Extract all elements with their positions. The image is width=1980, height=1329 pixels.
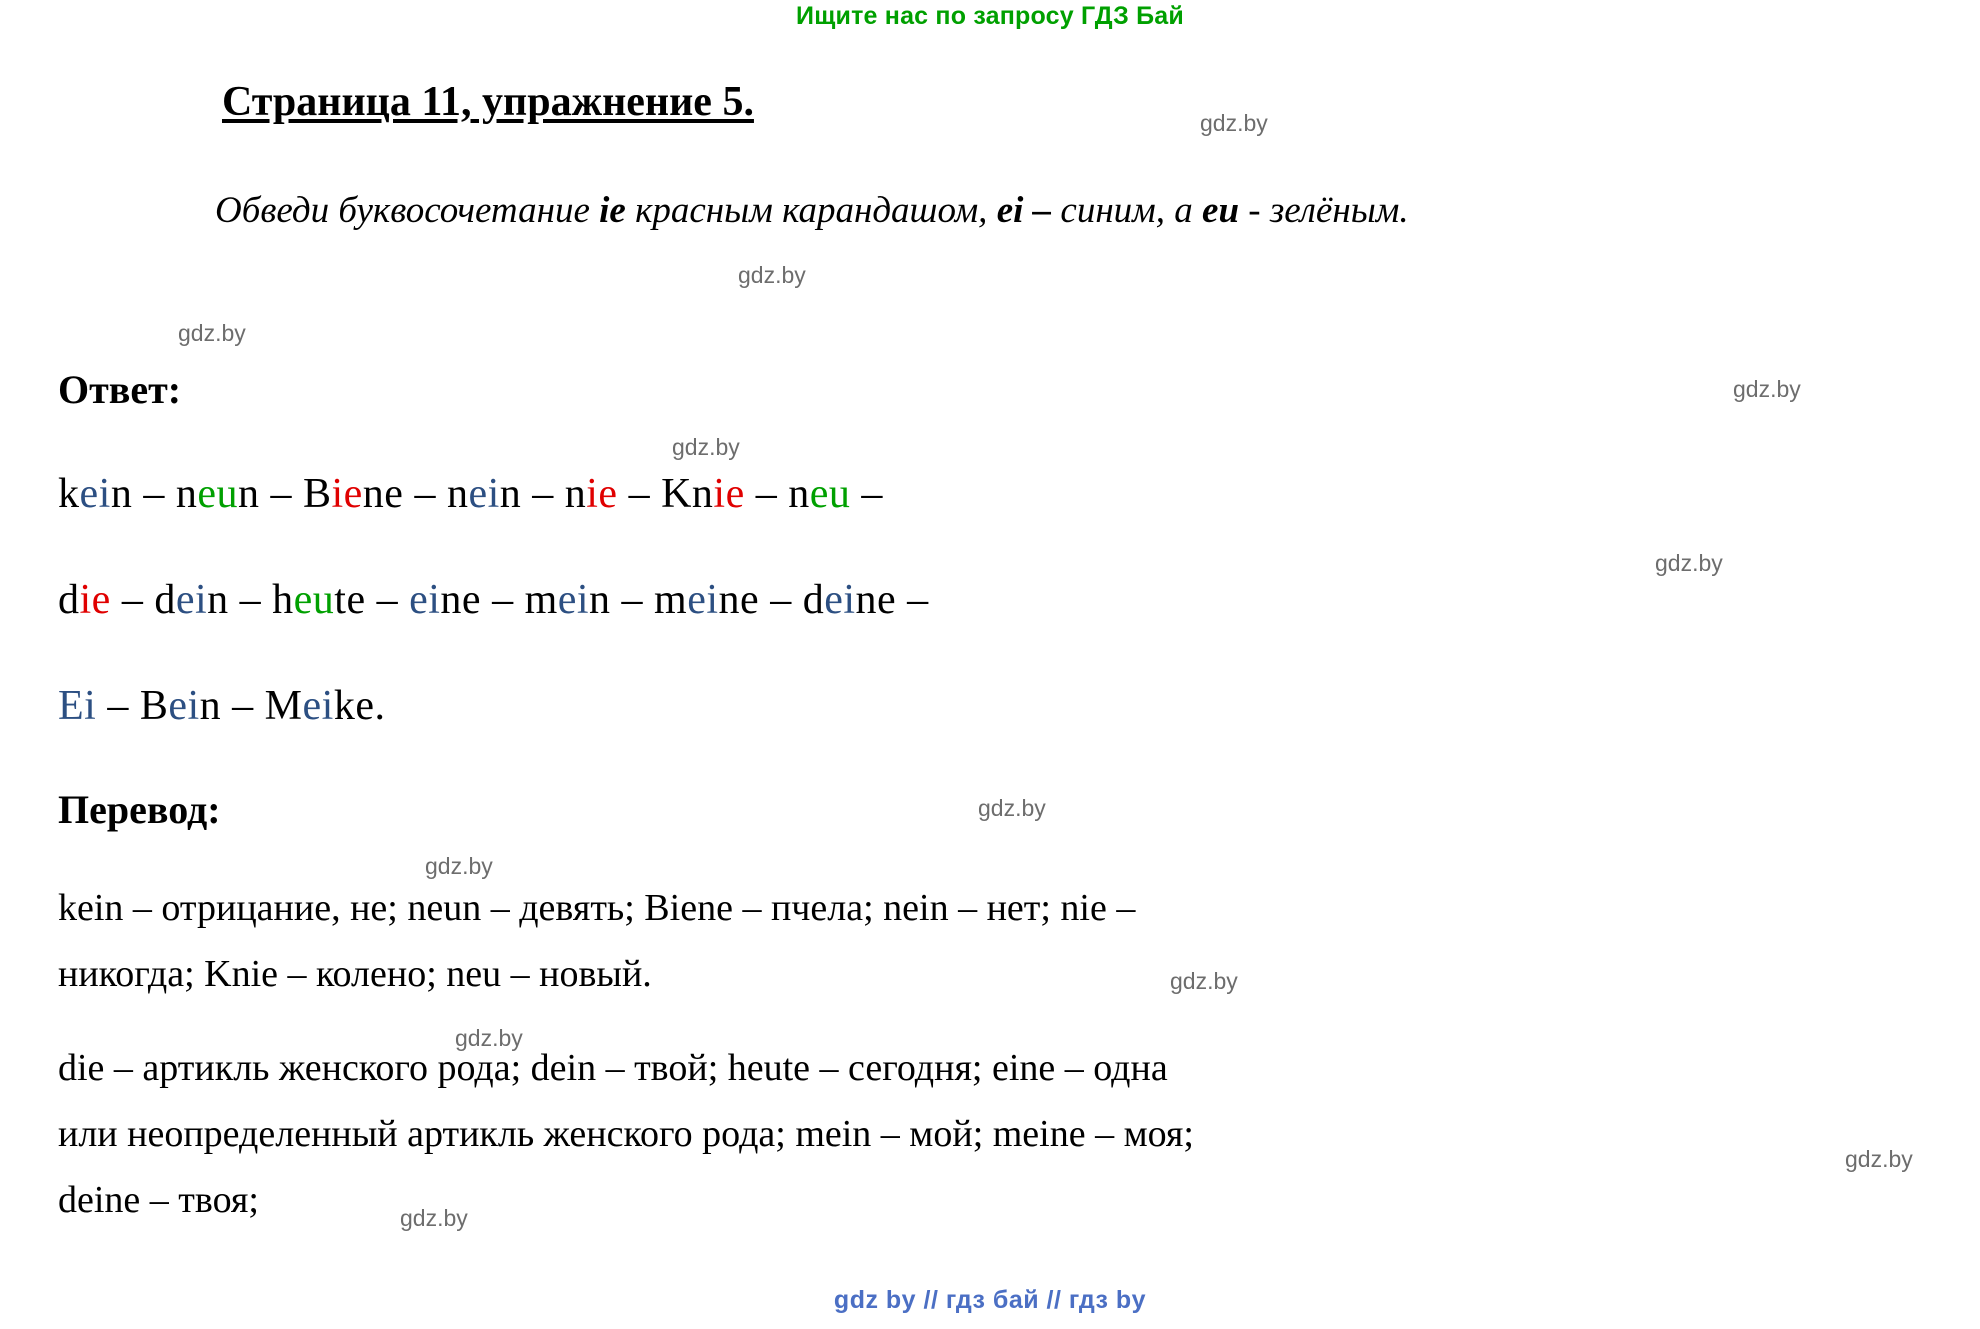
answer-word: mein bbox=[524, 577, 611, 623]
watermark-5: gdz.by bbox=[672, 434, 740, 460]
task-part-2: красным карандашом, bbox=[625, 190, 997, 231]
answer-word: – bbox=[610, 577, 655, 623]
watermark-12: gdz.by bbox=[400, 1205, 468, 1231]
answer-word: nein bbox=[446, 471, 522, 517]
answer-word: – bbox=[850, 471, 883, 517]
task-part-3: синим, а bbox=[1060, 190, 1203, 231]
watermark-7: gdz.by bbox=[978, 795, 1046, 821]
answer-word: – bbox=[896, 577, 929, 623]
answer-line-3 bbox=[58, 682, 385, 730]
answer-word: – bbox=[259, 471, 303, 517]
answer-word: Meike. bbox=[264, 683, 386, 729]
answer-word: neun bbox=[175, 471, 260, 517]
watermark-10: gdz.by bbox=[455, 1025, 523, 1051]
answer-word: – bbox=[228, 577, 273, 623]
answer-word: – bbox=[521, 471, 565, 517]
answer-word: – bbox=[110, 577, 155, 623]
answer-word: – bbox=[132, 471, 176, 517]
answer-word: – bbox=[617, 471, 662, 517]
task-part-1: Обведи буквосочетание bbox=[215, 190, 600, 231]
answer-word: – bbox=[96, 683, 140, 729]
translation-line-5: deine – твоя; bbox=[58, 1179, 259, 1221]
answer-word: kein bbox=[58, 471, 133, 517]
watermark-6: gdz.by bbox=[1655, 550, 1723, 576]
answer-word: – bbox=[403, 471, 447, 517]
watermark-2: gdz.by bbox=[738, 262, 806, 288]
answer-word: Ei bbox=[58, 683, 97, 729]
translation-line-2: никогда; Knie – колено; neu – новый. bbox=[58, 953, 652, 995]
watermark-4: gdz.by bbox=[1733, 376, 1801, 402]
answer-word: Bein bbox=[139, 683, 222, 729]
task-instruction bbox=[60, 182, 1920, 239]
watermark-3: gdz.by bbox=[178, 320, 246, 346]
answer-word: Knie bbox=[661, 471, 745, 517]
watermark-1: gdz.by bbox=[1200, 110, 1268, 136]
task-bold-ie: ie bbox=[599, 190, 626, 231]
answer-word: – bbox=[759, 577, 803, 623]
watermark-9: gdz.by bbox=[1170, 968, 1238, 994]
task-bold-ei: ei – bbox=[996, 190, 1061, 231]
task-bold-eu: eu bbox=[1202, 190, 1240, 231]
answer-word: – bbox=[481, 577, 525, 623]
answer-word: eine bbox=[409, 577, 482, 623]
answer-word: deine bbox=[802, 577, 897, 623]
answer-word: – bbox=[221, 683, 265, 729]
footer-links: gdz by // гдз бай // гдз by bbox=[833, 1286, 1147, 1314]
answer-word: heute bbox=[272, 577, 366, 623]
answer-line-2 bbox=[58, 576, 929, 624]
answer-word: dein bbox=[154, 577, 229, 623]
watermark-8: gdz.by bbox=[425, 853, 493, 879]
task-part-4: - зелёным. bbox=[1239, 190, 1409, 231]
answer-word: – bbox=[744, 471, 789, 517]
answer-word: Biene bbox=[302, 471, 404, 517]
answer-word: – bbox=[365, 577, 410, 623]
answer-line-1 bbox=[58, 470, 883, 518]
answer-label: Ответ: bbox=[58, 367, 182, 412]
answer-word: nie bbox=[564, 471, 618, 517]
answer-word: meine bbox=[654, 577, 760, 623]
page-title: Страница 11, упражнение 5. bbox=[222, 79, 754, 125]
answer-word: neu bbox=[788, 471, 851, 517]
translation-line-4: или неопределенный артикль женского рода; mein – мой; meine – моя; bbox=[58, 1113, 1194, 1155]
watermark-11: gdz.by bbox=[1845, 1146, 1913, 1172]
translation-line-3: die – артикль женского рода; dein – твой; heute – сегодня; eine – одна bbox=[58, 1047, 1168, 1089]
translation-line-1: kein – отрицание, не; neun – девять; Biene – пчела; nein – нет; nie – bbox=[58, 887, 1136, 929]
top-banner: Ищите нас по запросу ГДЗ Бай bbox=[796, 2, 1184, 30]
translation-label: Перевод: bbox=[58, 787, 221, 832]
answer-word: die bbox=[58, 577, 111, 623]
